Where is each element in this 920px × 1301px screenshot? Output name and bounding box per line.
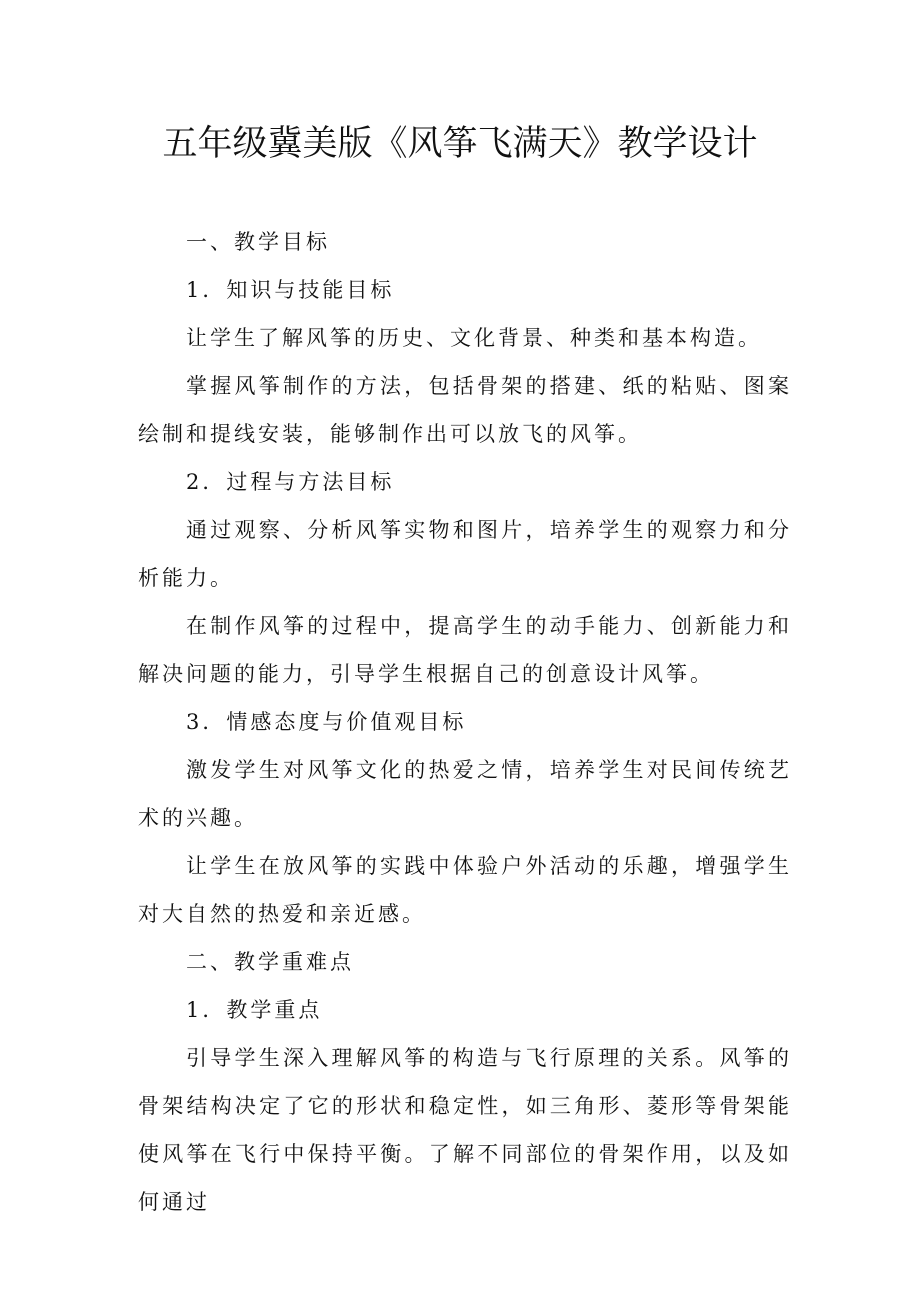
subheading-process-methods: 2．过程与方法目标 xyxy=(186,470,395,494)
paragraph: 在制作风筝的过程中，提高学生的动手能力、创新能力和解决问题的能力，引导学生根据自己的创意设计风筝。 xyxy=(138,614,792,686)
paragraph: 激发学生对风筝文化的热爱之情，培养学生对民间传统艺术的兴趣。 xyxy=(138,758,792,830)
section-heading-key-difficulties: 二、教学重难点 xyxy=(186,950,354,974)
paragraph: 通过观察、分析风筝实物和图片，培养学生的观察力和分析能力。 xyxy=(138,518,792,590)
section-heading-teaching-goals: 一、教学目标 xyxy=(186,230,330,254)
subheading-knowledge-skills: 1．知识与技能目标 xyxy=(186,278,395,302)
paragraph: 让学生了解风筝的历史、文化背景、种类和基本构造。 xyxy=(186,326,762,350)
paragraph: 引导学生深入理解风筝的构造与飞行原理的关系。风筝的骨架结构决定了它的形状和稳定性，如三角形、菱形等骨架能使风筝在飞行中保持平衡。了解不同部位的骨架作用，以及如何通过 xyxy=(138,1046,792,1214)
paragraph: 掌握风筝制作的方法，包括骨架的搭建、纸的粘贴、图案绘制和提线安装，能够制作出可以放飞的风筝。 xyxy=(138,374,792,446)
paragraph: 让学生在放风筝的实践中体验户外活动的乐趣，增强学生对大自然的热爱和亲近感。 xyxy=(138,854,792,926)
subheading-emotion-values: 3．情感态度与价值观目标 xyxy=(186,710,467,734)
subheading-teaching-focus: 1．教学重点 xyxy=(186,998,323,1022)
document-title: 五年级冀美版《风筝飞满天》教学设计 xyxy=(162,124,758,164)
document-body xyxy=(138,218,792,1226)
